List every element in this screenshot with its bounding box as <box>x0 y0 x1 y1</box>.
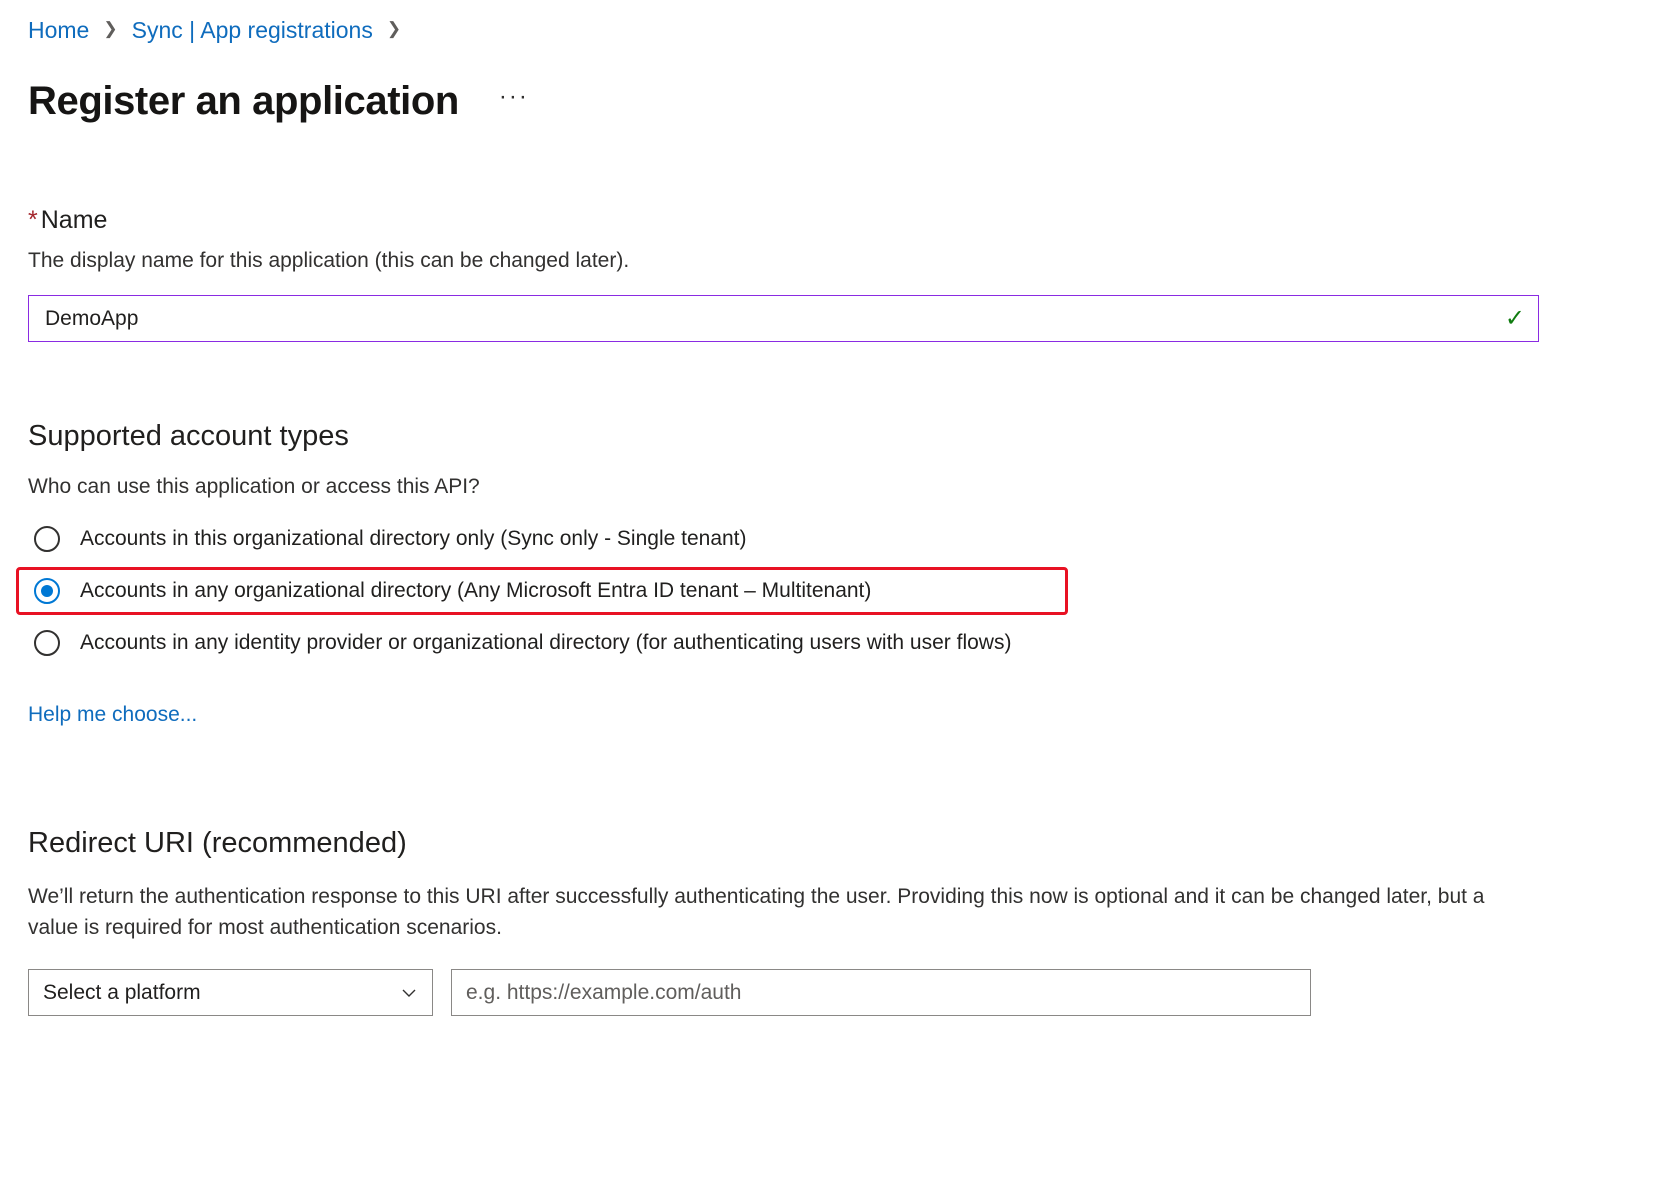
page-title: Register an application <box>28 78 459 123</box>
help-me-choose-link[interactable]: Help me choose... <box>28 703 198 727</box>
platform-select[interactable] <box>28 969 433 1016</box>
name-field-block <box>28 206 1635 342</box>
radio-multitenant[interactable] <box>28 569 1635 613</box>
redirect-uri-block <box>28 827 1635 1016</box>
name-label-text: Name <box>40 206 108 234</box>
platform-select-wrap <box>28 969 433 1016</box>
radio-label-single-tenant: Accounts in this organizational directory only (Sync only - Single tenant) <box>80 527 747 551</box>
radio-label-multitenant: Accounts in any organizational directory (Any Microsoft Entra ID tenant – Multitenant) <box>80 579 872 603</box>
account-types-heading: Supported account types <box>28 420 349 453</box>
breadcrumb-chevron-icon: ❯ <box>103 19 118 38</box>
account-types-subheading: Who can use this application or access this API? <box>28 475 480 499</box>
name-input[interactable] <box>28 295 1539 342</box>
breadcrumb-item-app-registrations[interactable]: Sync | App registrations <box>131 16 373 43</box>
account-types-radio-group <box>28 517 1635 665</box>
valid-check-icon: ✓ <box>1504 304 1525 332</box>
radio-single-tenant[interactable] <box>28 517 1635 561</box>
radio-icon-selected <box>34 578 60 604</box>
breadcrumb-chevron-icon-2: ❯ <box>386 19 402 38</box>
radio-icon-2 <box>34 630 60 656</box>
platform-select-value: Select a platform <box>43 980 201 1004</box>
required-asterisk: * <box>28 206 38 234</box>
title-row <box>28 74 1635 128</box>
redirect-uri-row <box>28 969 1635 1016</box>
breadcrumb <box>28 0 1635 60</box>
radio-label-any-identity-provider: Accounts in any identity provider or organizational directory (for authenticating users with user flows) <box>80 631 1012 655</box>
more-actions-icon[interactable]: ··· <box>498 83 529 110</box>
name-label <box>28 206 1635 235</box>
redirect-uri-description: We’ll return the authentication response to this URI after successfully authenticating the user. Providing this now is optional and it can be changed later, but a value is required for most authentication scenarios. <box>28 885 1485 939</box>
breadcrumb-item-home[interactable]: Home <box>28 16 90 43</box>
name-input-wrap <box>28 295 1539 342</box>
redirect-uri-input[interactable] <box>451 969 1311 1016</box>
name-description: The display name for this application (this can be changed later). <box>28 249 630 272</box>
radio-any-identity-provider[interactable] <box>28 621 1635 665</box>
radio-icon <box>34 526 60 552</box>
redirect-uri-heading: Redirect URI (recommended) <box>28 827 407 860</box>
supported-account-types-block <box>28 420 1635 727</box>
